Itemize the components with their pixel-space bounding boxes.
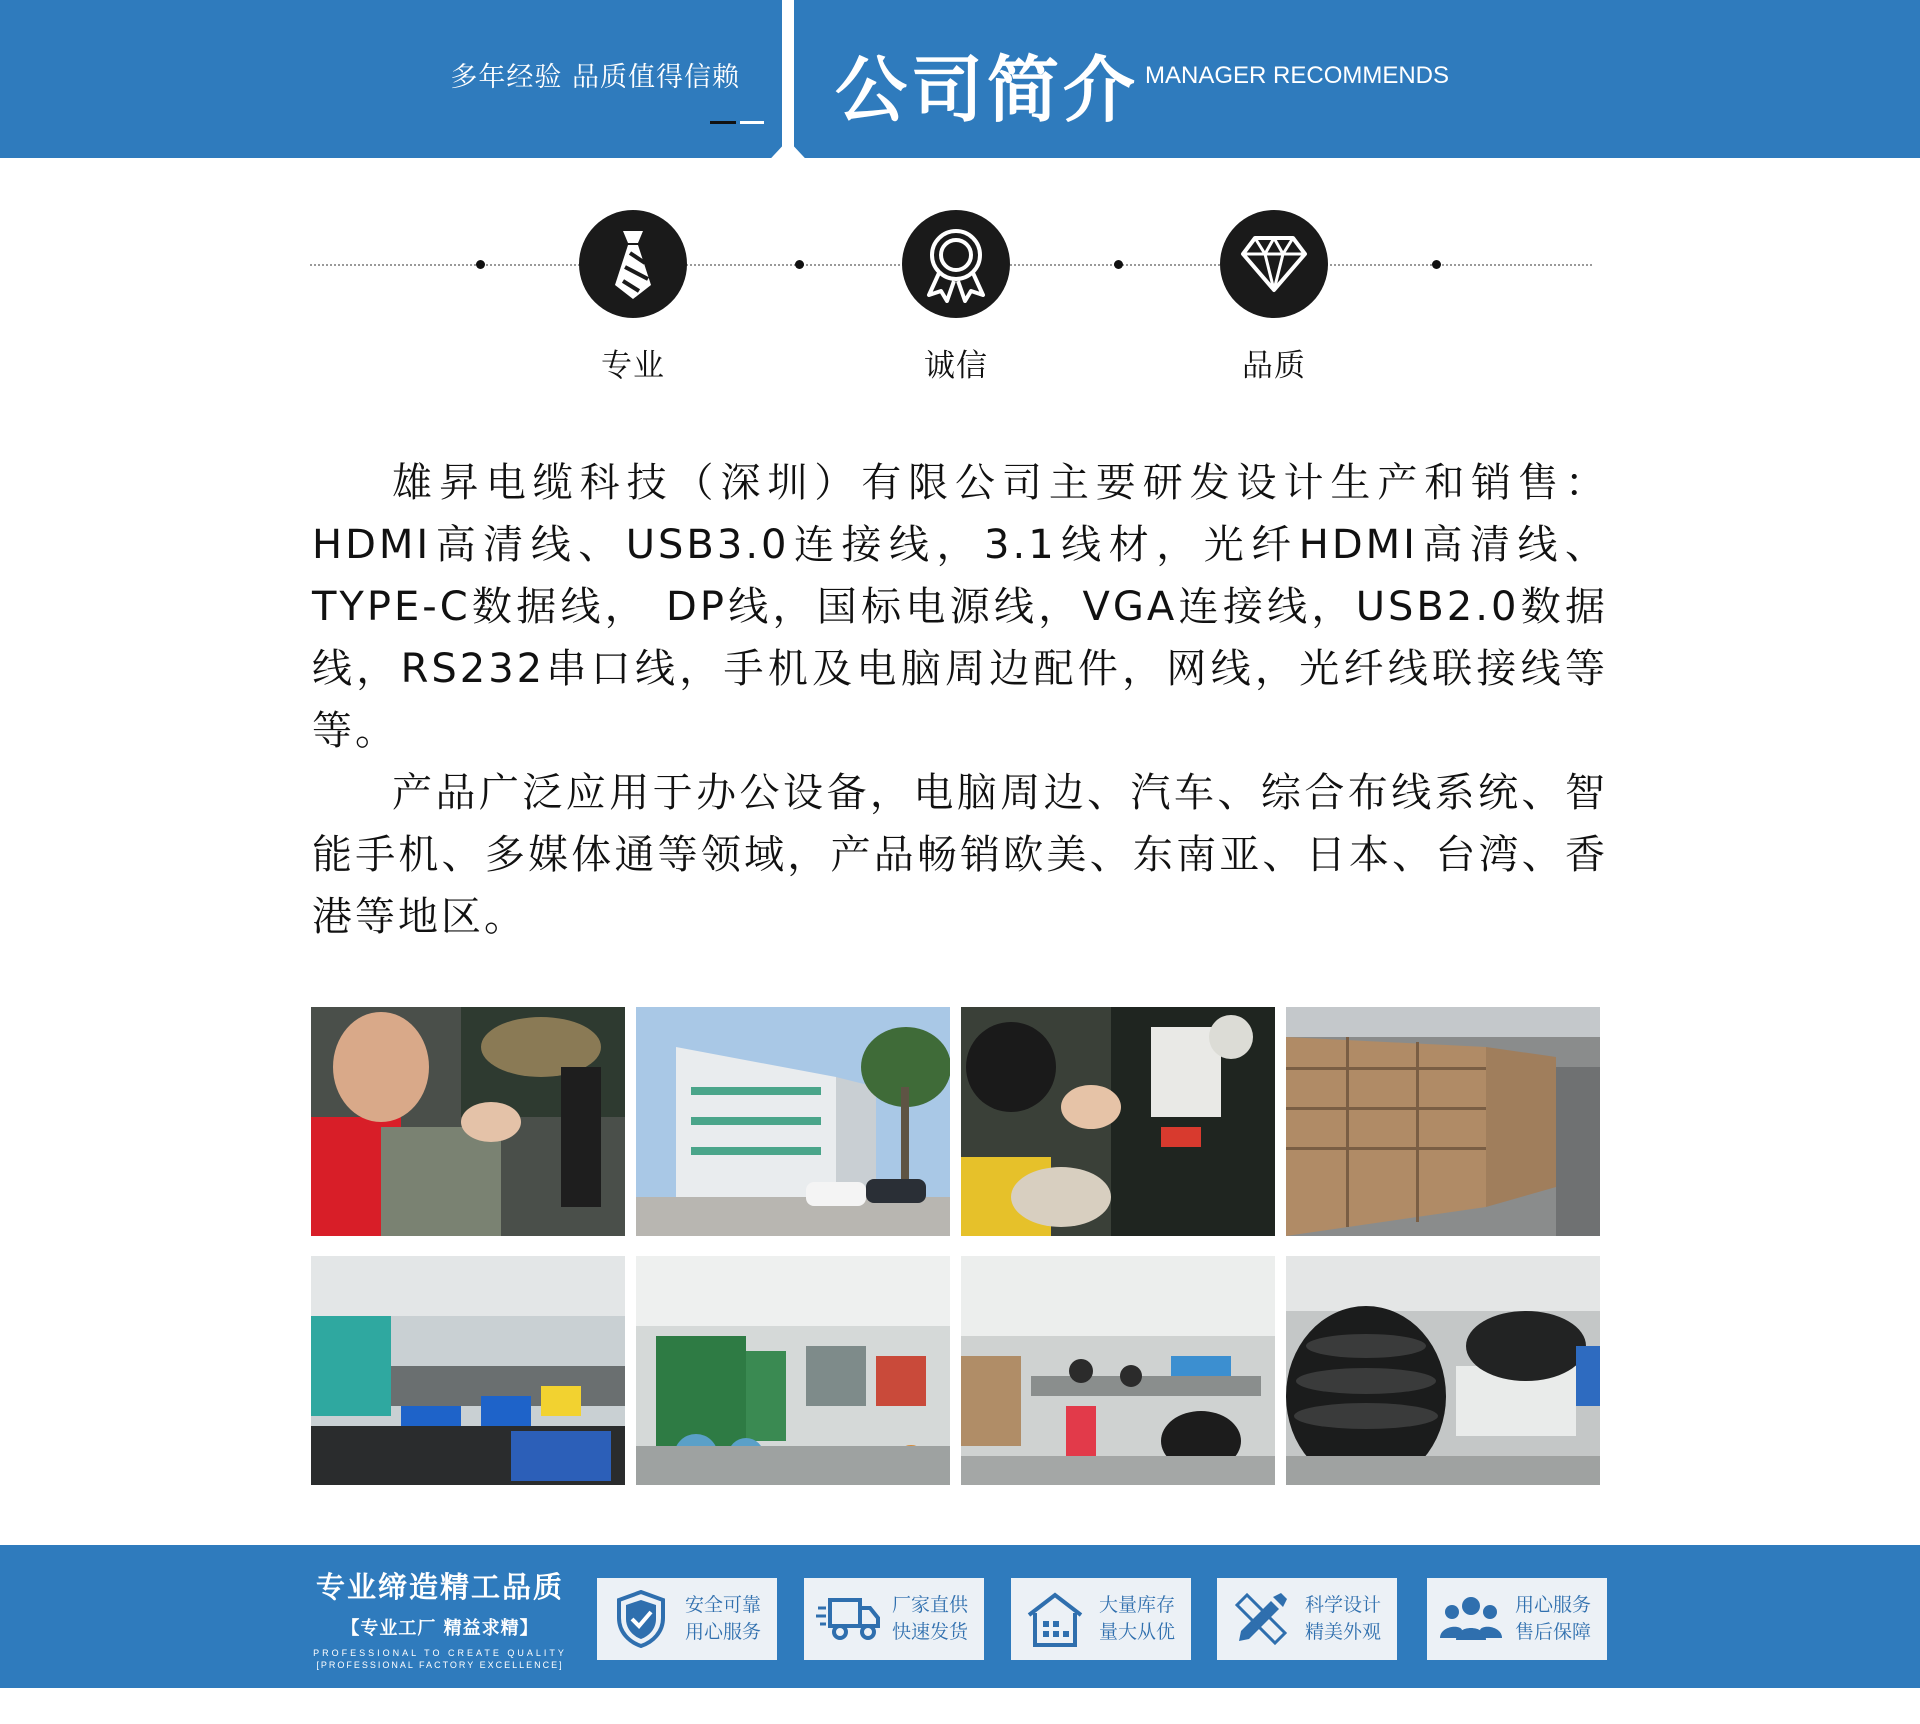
feature-scientific-design bbox=[1217, 1578, 1397, 1660]
factory-photo-grid bbox=[311, 1007, 1601, 1485]
brand-english-line: [PROFESSIONAL FACTORY EXCELLENCE] bbox=[316, 1660, 564, 1670]
feature-safe-reliable bbox=[597, 1578, 777, 1660]
page-subtitle: MANAGER RECOMMENDS bbox=[1145, 62, 1450, 89]
value-professional bbox=[558, 210, 708, 385]
factory-photo bbox=[636, 1007, 950, 1236]
factory-photo bbox=[311, 1256, 625, 1485]
company-intro bbox=[312, 452, 1608, 948]
header-slogan: 多年经验 品质值得信赖 bbox=[450, 62, 740, 93]
diamond-icon bbox=[1220, 210, 1328, 318]
factory-photo bbox=[961, 1256, 1275, 1485]
brand-title: 专业缔造精工品质 bbox=[315, 1570, 564, 1604]
header-notch bbox=[760, 140, 816, 170]
footer-brand bbox=[300, 1565, 580, 1670]
value-quality bbox=[1199, 210, 1349, 385]
brand-english-line: PROFESSIONAL TO CREATE QUALITY bbox=[313, 1648, 567, 1658]
header-banner bbox=[0, 0, 1920, 158]
feature-line: 量大从优 bbox=[1099, 1621, 1176, 1643]
line-dot bbox=[1432, 260, 1441, 269]
value-label: 诚信 bbox=[924, 348, 988, 384]
delivery-truck-icon bbox=[816, 1587, 880, 1651]
feature-line: 用心服务 bbox=[1515, 1594, 1592, 1616]
line-dot bbox=[795, 260, 804, 269]
factory-photo bbox=[311, 1007, 625, 1236]
line-dot bbox=[1114, 260, 1123, 269]
intro-paragraph: 产品广泛应用于办公设备，电脑周边、汽车、综合布线系统、智能手机、多媒体通等领域，产品畅销欧美、东南亚、日本、台湾、香港等地区。 bbox=[312, 770, 1608, 940]
value-label: 品质 bbox=[1242, 348, 1306, 384]
feature-line: 售后保障 bbox=[1515, 1621, 1592, 1643]
feature-line: 用心服务 bbox=[685, 1621, 762, 1643]
feature-large-stock bbox=[1011, 1578, 1191, 1660]
people-group-icon bbox=[1439, 1587, 1503, 1651]
feature-line: 精美外观 bbox=[1305, 1621, 1382, 1643]
feature-line: 快速发货 bbox=[892, 1621, 969, 1643]
feature-direct-supply bbox=[804, 1578, 984, 1660]
slogan-underline-dark bbox=[710, 121, 736, 124]
factory-photo bbox=[961, 1007, 1275, 1236]
value-label: 专业 bbox=[601, 348, 665, 384]
page-title: 公司简介 bbox=[835, 48, 1140, 132]
header-divider bbox=[782, 0, 794, 158]
factory-photo bbox=[636, 1256, 950, 1485]
brand-subtitle: 【专业工厂 精益求精】 bbox=[341, 1618, 539, 1639]
line-dot bbox=[476, 260, 485, 269]
feature-line: 安全可靠 bbox=[685, 1594, 762, 1616]
award-ribbon-icon bbox=[902, 210, 1010, 318]
factory-photo bbox=[1286, 1007, 1600, 1236]
warehouse-icon bbox=[1023, 1587, 1087, 1651]
shield-check-icon bbox=[609, 1587, 673, 1651]
value-integrity bbox=[881, 210, 1031, 385]
design-pencil-ruler-icon bbox=[1229, 1587, 1293, 1651]
slogan-underline-light bbox=[740, 121, 764, 124]
feature-line: 厂家直供 bbox=[892, 1594, 969, 1616]
feature-line: 大量库存 bbox=[1099, 1594, 1176, 1616]
tie-icon bbox=[579, 210, 687, 318]
factory-photo bbox=[1286, 1256, 1600, 1485]
feature-after-sales bbox=[1427, 1578, 1607, 1660]
feature-line: 科学设计 bbox=[1305, 1594, 1382, 1616]
footer-banner bbox=[0, 1545, 1920, 1688]
intro-paragraph: 雄昇电缆科技（深圳）有限公司主要研发设计生产和销售：HDMI高清线、USB3.0连接线，3.1线材，光纤HDMI高清线、TYPE-C数据线， DP线，国标电源线，VGA连接线，USB2.0数据线，RS232串口线，手机及电脑周边配件，网线，光纤线联接线等等。 bbox=[312, 460, 1608, 754]
